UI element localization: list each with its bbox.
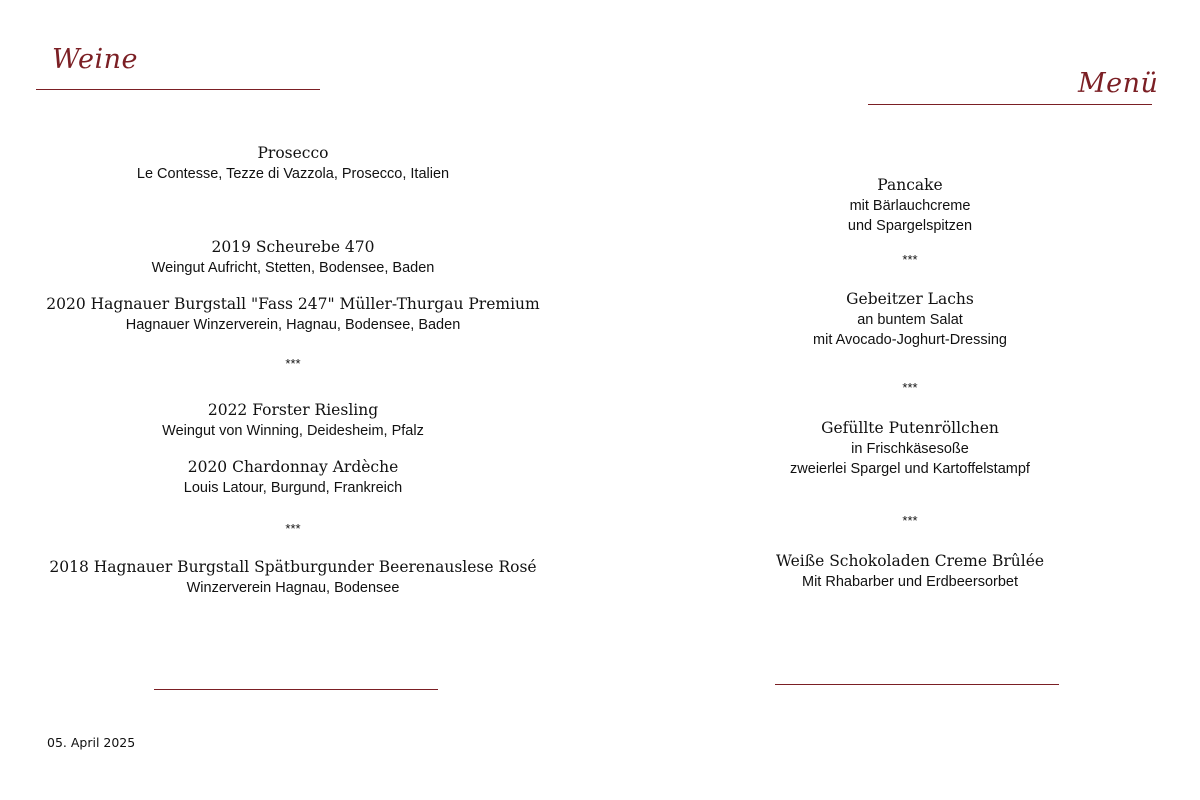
wine-name: Prosecco (257, 144, 329, 162)
course-description: Mit Rhabarber und Erdbeersorbet (801, 574, 1018, 590)
wine-separator: *** (285, 356, 301, 371)
wine-item-chardonnay (20, 456, 566, 498)
wines-title: Weine (52, 44, 139, 75)
course-description: zweierlei Spargel und Kartoffelstampf (790, 461, 1030, 477)
course-description: und Spargelspitzen (847, 218, 973, 234)
wine-producer: Weingut Aufricht, Stetten, Bodensee, Baden (151, 260, 435, 276)
wine-name: 2018 Hagnauer Burgstall Spätburgunder Beerenauslese Rosé (49, 558, 537, 576)
menu-courses (670, 0, 1150, 800)
course-description: an buntem Salat (857, 312, 963, 328)
wine-producer: Hagnauer Winzerverein, Hagnau, Bodensee, Baden (125, 317, 461, 333)
wines-bottom-rule (154, 689, 438, 690)
wine-item-mueller-thurgau (20, 293, 566, 335)
course-item-pancake (670, 174, 1150, 236)
wine-item-riesling (20, 399, 566, 441)
course-name: Weiße Schokoladen Creme Brûlée (775, 552, 1045, 570)
wine-item-spaetburgunder (20, 556, 566, 598)
wine-producer: Winzerverein Hagnau, Bodensee (186, 580, 400, 596)
course-item-creme-brulee (670, 550, 1150, 592)
wine-item-prosecco (20, 142, 566, 184)
course-description: in Frischkäsesoße (851, 441, 969, 457)
wine-name: 2019 Scheurebe 470 (211, 238, 375, 256)
wine-producer: Louis Latour, Burgund, Frankreich (183, 480, 403, 496)
course-separator: *** (902, 513, 918, 528)
course-description: mit Avocado-Joghurt-Dressing (813, 332, 1007, 348)
wine-item-scheurebe (20, 236, 566, 278)
course-item-lachs (670, 288, 1150, 350)
menu-title: Menü (1078, 68, 1159, 99)
course-separator: *** (902, 252, 918, 267)
wine-name: 2022 Forster Riesling (207, 401, 379, 419)
course-name: Pancake (877, 176, 943, 194)
menu-bottom-rule (775, 684, 1059, 685)
wine-producer: Le Contesse, Tezze di Vazzola, Prosecco, Italien (136, 166, 450, 182)
course-item-putenroellchen (670, 417, 1150, 479)
event-date: 05. April 2025 (47, 735, 136, 750)
course-separator: *** (902, 380, 918, 395)
wine-list (20, 0, 566, 800)
course-description: mit Bärlauchcreme (849, 198, 971, 214)
wine-producer: Weingut von Winning, Deidesheim, Pfalz (162, 423, 424, 439)
course-name: Gebeitzer Lachs (846, 290, 974, 308)
wine-name: 2020 Chardonnay Ardèche (187, 458, 399, 476)
wine-separator: *** (285, 521, 301, 536)
wine-name: 2020 Hagnauer Burgstall "Fass 247" Müller-Thurgau Premium (46, 295, 540, 313)
course-name: Gefüllte Putenröllchen (821, 419, 999, 437)
